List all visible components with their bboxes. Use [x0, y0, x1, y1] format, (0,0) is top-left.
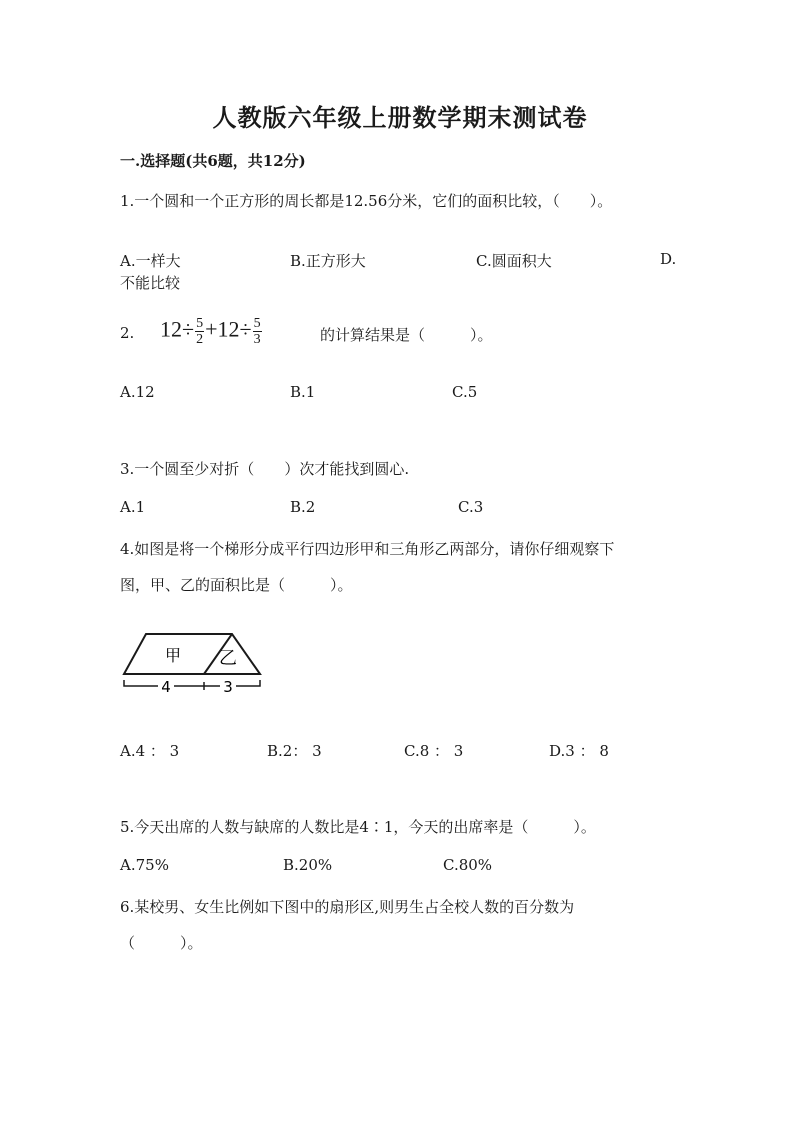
q2-fraction-2 [253, 316, 262, 347]
question-4-line-1: 4.如图是将一个梯形分成平行四边形甲和三角形乙两部分，请你仔细观察下 [120, 540, 615, 558]
q2-fraction-1 [195, 316, 204, 347]
q5-option-b: B.20% [283, 856, 333, 874]
q2-expr-plus: + [205, 316, 218, 342]
figure-base-yi: 3 [223, 678, 233, 696]
q3-option-a: A.1 [120, 498, 146, 516]
q1-option-c: C.圆面积大 [476, 252, 552, 270]
q4-option-b: B.2： 3 [267, 742, 322, 760]
figure-base-jia: 4 [161, 678, 171, 696]
figure-label-yi: 乙 [219, 648, 237, 669]
q5-option-c: C.80% [443, 856, 493, 874]
trapezoid-outline [124, 634, 260, 674]
q2-expr-b: 12 [217, 316, 240, 342]
question-3-text: 3.一个圆至少对折（ ）次才能找到圆心. [120, 460, 410, 478]
q2-fraction-1-num: 5 [196, 316, 204, 331]
q2-option-c: C.5 [452, 383, 478, 401]
question-5-text: 5.今天出席的人数与缺席的人数比是4∶1，今天的出席率是（ ）。 [120, 818, 596, 836]
q2-fraction-2-den: 3 [253, 332, 261, 347]
question-4-line-2: 图，甲、乙的面积比是（ ）。 [120, 576, 353, 594]
figure-label-jia: 甲 [164, 646, 182, 665]
q1-option-d: D. [660, 250, 677, 268]
q3-option-c: C.3 [458, 498, 484, 516]
q2-expr-a: 12 [160, 316, 182, 342]
q2-expr-div1: ÷ [182, 316, 195, 342]
q4-option-d: D.3 ： 8 [549, 742, 609, 760]
page-title: 人教版六年级上册数学期末测试卷 [212, 103, 588, 132]
q3-option-b: B.2 [290, 498, 316, 516]
section-heading: 一.选择题(共6题，共12分) [120, 152, 306, 170]
question-2-text: 的计算结果是（ ）。 [320, 326, 493, 344]
q5-option-a: A.75% [120, 856, 169, 874]
q2-option-b: B.1 [290, 383, 316, 401]
question-1-text: 1.一个圆和一个正方形的周长都是12.56分米，它们的面积比较，（ ）。 [120, 192, 613, 210]
q1-option-a: A.一样大 [120, 252, 181, 270]
q1-option-d-wrap: 不能比较 [120, 274, 181, 292]
question-2-number: 2. [120, 324, 135, 342]
question-6-line-1: 6.某校男、女生比例如下图中的扇形区,则男生占全校人数的百分数为 [120, 898, 575, 916]
q2-option-a: A.12 [120, 383, 155, 401]
trapezoid-figure [118, 628, 268, 698]
q2-fraction-1-den: 2 [196, 332, 204, 347]
base-bracket [124, 680, 260, 686]
q2-fraction-2-num: 5 [253, 316, 261, 331]
q2-expression [160, 316, 263, 347]
question-6-line-2: （ ）。 [120, 934, 203, 952]
q1-option-b: B.正方形大 [290, 252, 366, 270]
q4-option-c: C.8 ： 3 [404, 742, 464, 760]
q2-expr-div2: ÷ [239, 316, 252, 342]
q4-option-a: A.4 ： 3 [120, 742, 180, 760]
